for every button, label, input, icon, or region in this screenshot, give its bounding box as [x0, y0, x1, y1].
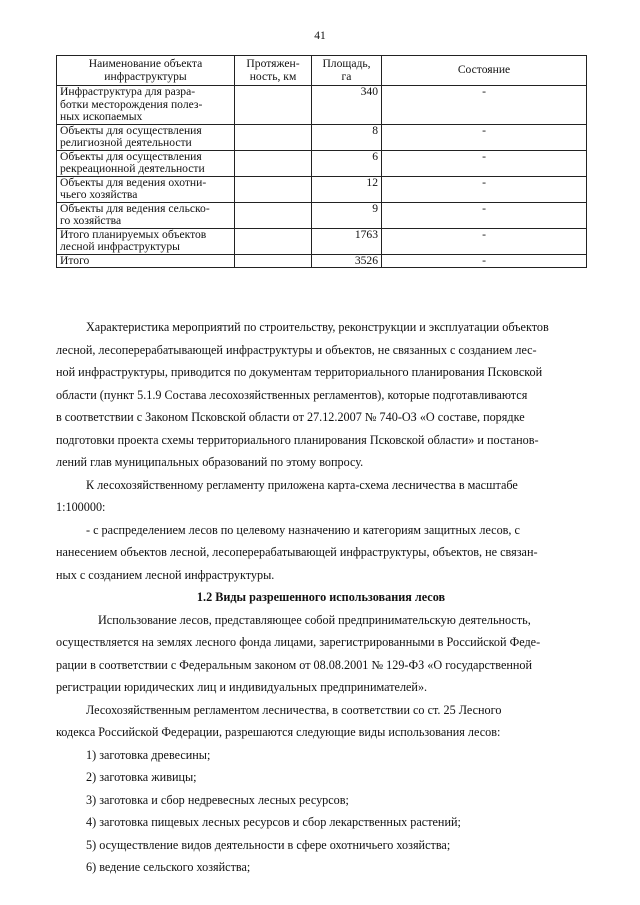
cell-name: Инфраструктура для разра- ботки месторождения полез- ных ископаемых [57, 86, 235, 125]
paragraph-business-use: Использование лесов, представляющее собой предпринимательскую деятельность, осуществляется на землях лесного фонда лицами, зарегистрированными в Российской Феде- рации в соответствии с Федеральным законом от 08.08.2001 № 129-ФЗ «О государственной регистрации юридических лиц и индивидуальных предпринимателей». [56, 612, 541, 694]
allowed-uses-list [56, 744, 586, 879]
section-heading: 1.2 Виды разрешенного использования лесов [196, 590, 446, 604]
list-item: 4) заготовка пищевых лесных ресурсов и сбор лекарственных растений; [86, 815, 461, 829]
cell-length [235, 124, 312, 150]
cell-area: 1763 [312, 228, 382, 254]
paragraph-map-contents: - с распределением лесов по целевому назначению и категориям защитных лесов, с нанесением объектов лесной, лесоперерабатывающей инфраструктуры, объектов, не связан- ных с созданием лесной инфраструктуры. [56, 522, 538, 582]
cell-name: Объекты для осуществления религиозной деятельности [57, 124, 235, 150]
cell-area: 3526 [312, 254, 382, 268]
cell-area: 340 [312, 86, 382, 125]
cell-name: Объекты для ведения сельско- го хозяйства [57, 202, 235, 228]
table-row [57, 124, 587, 150]
cell-area: 9 [312, 202, 382, 228]
cell-state: - [382, 254, 587, 268]
cell-length [235, 228, 312, 254]
cell-name: Объекты для осуществления рекреационной деятельности [57, 150, 235, 176]
cell-state: - [382, 176, 587, 202]
infrastructure-table [56, 55, 587, 268]
list-item: 5) осуществление видов деятельности в сфере охотничьего хозяйства; [86, 837, 451, 852]
cell-name: Итого планируемых объектов лесной инфраструктуры [57, 228, 235, 254]
cell-state: - [382, 124, 587, 150]
body-text [56, 316, 586, 879]
table-total-row [57, 254, 587, 268]
list-item: 1) заготовка древесины; [86, 747, 211, 762]
cell-area: 12 [312, 176, 382, 202]
table-row [57, 176, 587, 202]
table-row [57, 202, 587, 228]
list-item: 2) заготовка живицы; [86, 770, 197, 784]
list-item: 6) ведение сельского хозяйства; [86, 860, 251, 874]
paragraph-map-appendix: К лесохозяйственному регламенту приложена карта-схема лесничества в масштабе 1:100000: [56, 477, 518, 514]
cell-length [235, 150, 312, 176]
cell-name: Объекты для ведения охотни- чьего хозяйства [57, 176, 235, 202]
cell-name: Итого [57, 254, 235, 268]
cell-area: 6 [312, 150, 382, 176]
cell-area: 8 [312, 124, 382, 150]
cell-state: - [382, 202, 587, 228]
cell-state: - [382, 228, 587, 254]
table-row [57, 150, 587, 176]
table-row [57, 228, 587, 254]
table-row [57, 86, 587, 125]
cell-length [235, 176, 312, 202]
header-name: Наименование объекта инфраструктуры [57, 56, 235, 86]
cell-length [235, 86, 312, 125]
cell-length [235, 254, 312, 268]
cell-state: - [382, 86, 587, 125]
header-length: Протяжен- ность, км [235, 56, 312, 86]
cell-length [235, 202, 312, 228]
paragraph-infrastructure: Характеристика мероприятий по строительству, реконструкции и эксплуатации объектов лесной, лесоперерабатывающей инфраструктуры и объектов, не связанных с созданием лес- ной инфраструктуры, приводится по документам территориального планирования Псковской области (пункт 5.1.9 Состава лесохозяйственных регламентов), которые подготавливаются в соответствии с Законом Псковской области от 27.12.2007 № 740-ОЗ «О составе, порядке подготовки проекта схемы территориального планирования Псковской области» и постанов- лений глав муниципальных образований по этому вопросу. [56, 320, 549, 469]
table-header-row [57, 56, 587, 86]
page-number: 41 [314, 30, 326, 42]
header-area: Площадь, га [312, 56, 382, 86]
header-state: Состояние [382, 56, 587, 86]
list-item: 3) заготовка и сбор недревесных лесных ресурсов; [86, 792, 349, 807]
cell-state: - [382, 150, 587, 176]
paragraph-allowed-uses: Лесохозяйственным регламентом лесничества, в соответствии со ст. 25 Лесного кодекса Российской Федерации, разрешаются следующие виды использования лесов: [56, 702, 502, 739]
